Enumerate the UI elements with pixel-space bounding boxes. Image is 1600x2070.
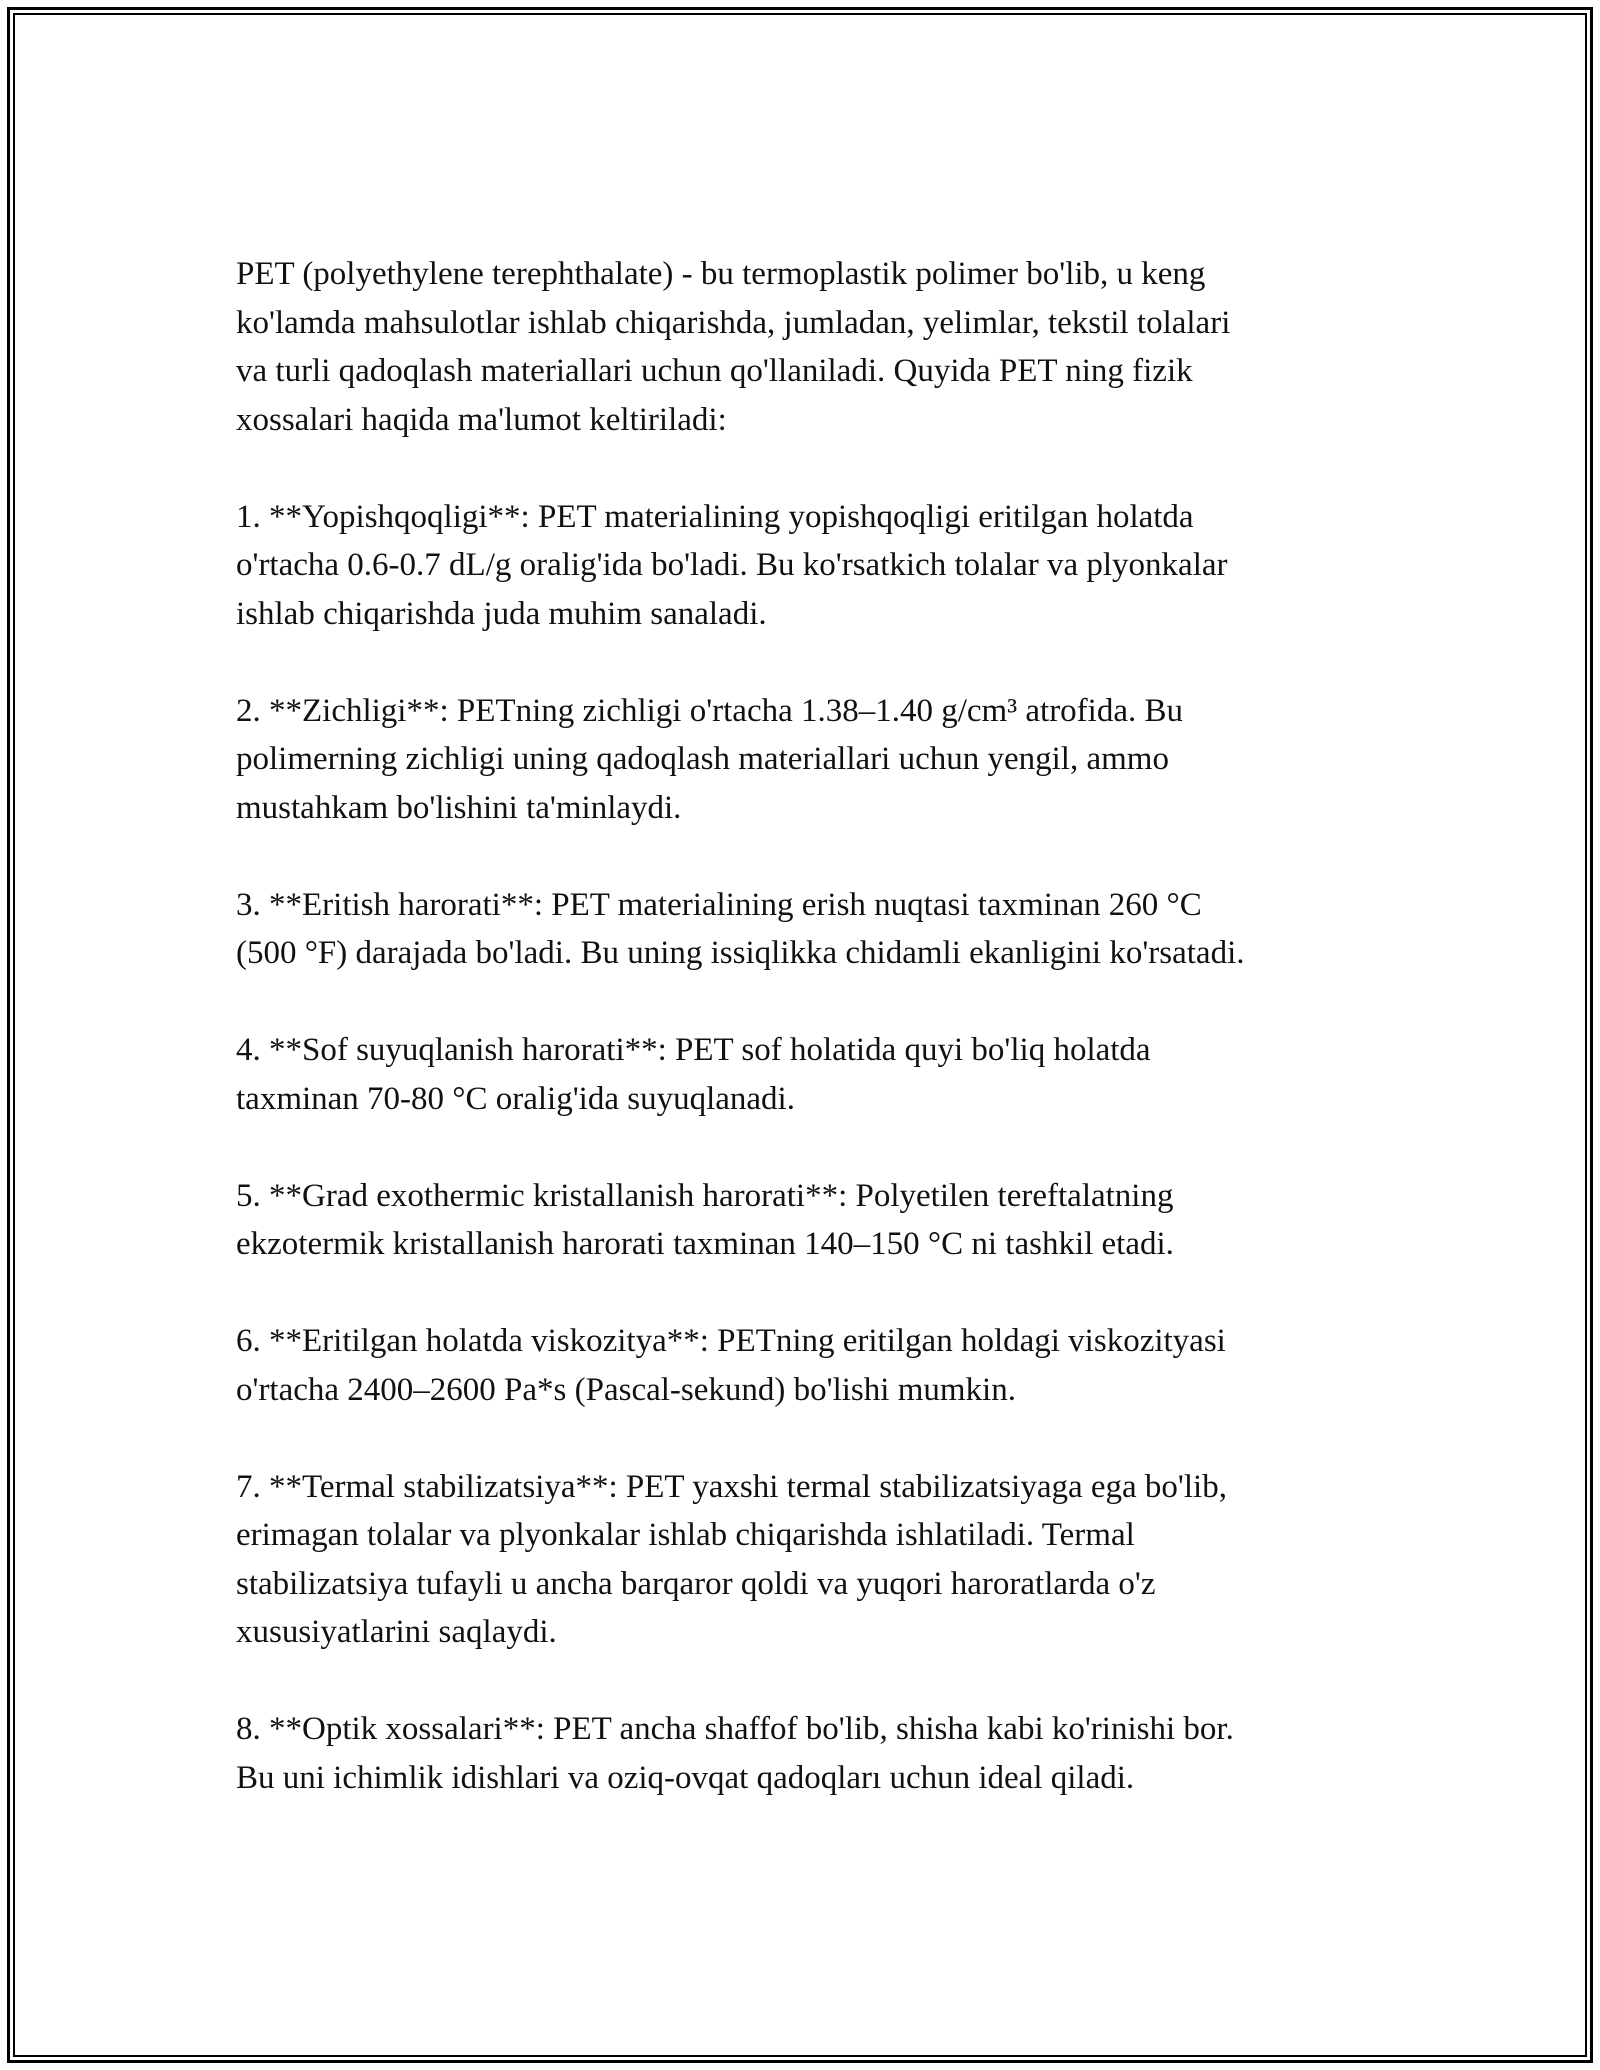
intro-paragraph: PET (polyethylene terephthalate) - bu termoplastik polimer bo'lib, u keng ko'lamda mahsulotlar ishlab chiqarishda, jumladan, yelimlar, tekstil tolalari va turli qadoqlash materiallari uchun qo'llaniladi. Quyida PET ning fizik xossalari haqida ma'lumot keltiriladi: bbox=[236, 256, 1231, 438]
list-item-melting-point: 3. **Eritish harorati**: PET materialining erish nuqtasi taxminan 260 °C (500 °F) darajada bo'ladi. Bu uning issiqlikka chidamli ekanligini ko'rsatadi. bbox=[236, 886, 1245, 971]
list-item-glass-transition: 4. **Sof suyuqlanish harorati**: PET sof holatida quyi bo'liq holatda taxminan 70-80 °C oralig'ida suyuqlanadi. bbox=[236, 1032, 1151, 1117]
list-item-crystallization: 5. **Grad exothermic kristallanish harorati**: Polyetilen tereftalatning ekzotermik kristallanish harorati taxminan 140–150 °C ni tashkil etadi. bbox=[236, 1177, 1174, 1262]
document-body bbox=[236, 250, 1376, 1851]
list-item-density: 2. **Zichligi**: PETning zichligi o'rtacha 1.38–1.40 g/cm³ atrofida. Bu polimerning zichligi uning qadoqlash materiallari uchun yengil, ammo mustahkam bo'lishini ta'minlaydi. bbox=[236, 692, 1183, 826]
list-item-thermal-stabilization: 7. **Termal stabilizatsiya**: PET yaxshi termal stabilizatsiyaga ega bo'lib, erimagan tolalar va plyonkalar ishlab chiqarishda ishlatiladi. Termal stabilizatsiya tufayli u ancha barqaror qoldi va yuqori haroratlarda o'z xususiyatlarini saqlaydi. bbox=[236, 1468, 1227, 1650]
list-item-melt-viscosity: 6. **Eritilgan holatda viskozitya**: PETning eritilgan holdagi viskozityasi o'rtacha 2400–2600 Pa*s (Pascal-sekund) bo'lishi mumkin. bbox=[236, 1323, 1226, 1408]
list-item-viscosity: 1. **Yopishqoqligi**: PET materialining yopishqoqligi eritilgan holatda o'rtacha 0.6-0.7 dL/g oralig'ida bo'ladi. Bu ko'rsatkich tolalar va plyonkalar ishlab chiqarishda juda muhim sanaladi. bbox=[236, 498, 1228, 632]
list-item-optical-properties: 8. **Optik xossalari**: PET ancha shaffof bo'lib, shisha kabi ko'rinishi bor. Bu uni ichimlik idishlari va oziq-ovqat qadoqları uchun ideal qiladi. bbox=[236, 1711, 1234, 1796]
